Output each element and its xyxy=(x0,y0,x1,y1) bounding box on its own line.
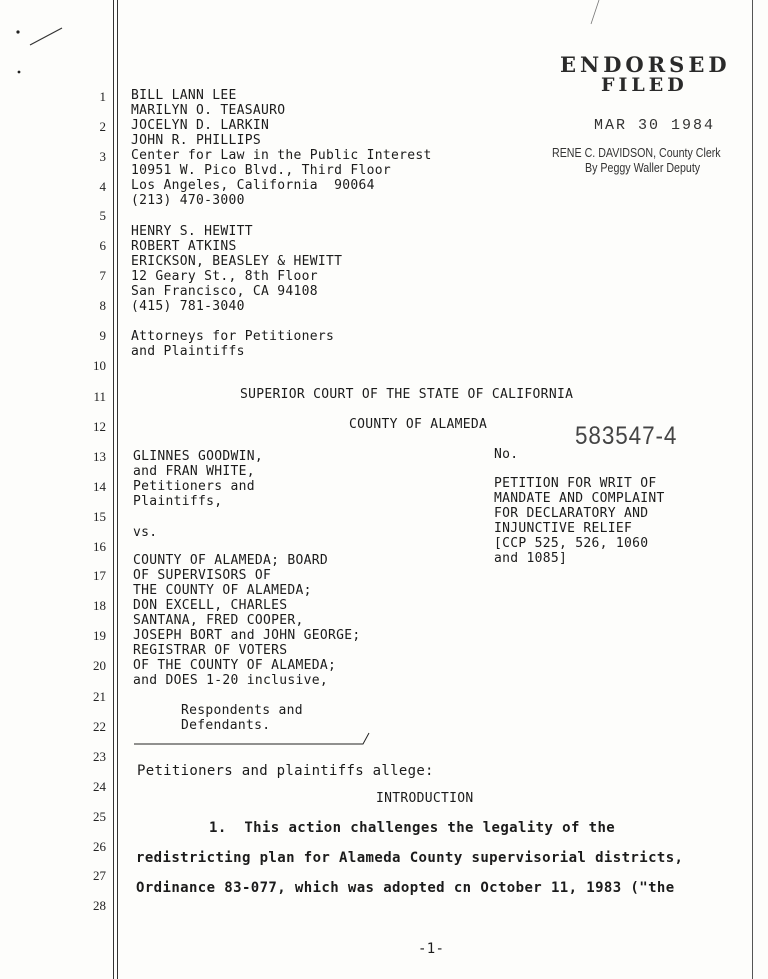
line-number: 11 xyxy=(93,389,106,404)
line-number: 13 xyxy=(93,449,106,464)
attorney-line: (415) 781-3040 xyxy=(131,299,245,314)
petitioner-line: and FRAN WHITE, xyxy=(133,464,255,479)
line-number: 2 xyxy=(99,119,106,134)
respondent-line: DON EXCELL, CHARLES xyxy=(133,598,288,613)
attorneys-for-line: and Plaintiffs xyxy=(131,344,245,359)
petitioner-line: Plaintiffs, xyxy=(133,494,223,509)
line-number: 9 xyxy=(99,328,106,343)
stamp-clerk: RENE C. DAVIDSON, County Clerk xyxy=(552,145,721,160)
line-number: 19 xyxy=(93,628,106,643)
attorney-line: MARILYN O. TEASAURO xyxy=(131,103,286,118)
petition-title-line: [CCP 525, 526, 1060 xyxy=(494,536,649,551)
line-number: 10 xyxy=(93,358,106,373)
respondent-line: THE COUNTY OF ALAMEDA; xyxy=(133,583,312,598)
respondent-line: OF SUPERVISORS OF xyxy=(133,568,272,583)
line-number: 22 xyxy=(93,719,106,734)
line-number: 18 xyxy=(93,598,106,613)
line-number: 4 xyxy=(99,179,106,194)
petition-title-line: and 1085] xyxy=(494,551,568,566)
line-number: 8 xyxy=(99,298,106,313)
line-number: 1 xyxy=(99,89,106,104)
allege-line: Petitioners and plaintiffs allege: xyxy=(137,763,434,779)
page-number: -1- xyxy=(418,941,445,957)
top-slash-mark xyxy=(585,0,605,30)
line-number: 27 xyxy=(93,868,106,883)
petition-title-line: FOR DECLARATORY AND xyxy=(494,506,649,521)
petitioner-line: Petitioners and xyxy=(133,479,255,494)
line-number: 28 xyxy=(93,898,106,913)
left-margin-rule-inner xyxy=(117,0,118,979)
attorney-line: 12 Geary St., 8th Floor xyxy=(131,269,318,284)
line-number: 7 xyxy=(99,268,106,283)
right-margin-rule xyxy=(752,0,753,979)
left-margin-rule-outer xyxy=(113,0,114,979)
line-number: 24 xyxy=(93,779,106,794)
petitioner-line: GLINNES GOODWIN, xyxy=(133,449,264,464)
line-number: 23 xyxy=(93,749,106,764)
line-number: 15 xyxy=(93,509,106,524)
petition-title-line: INJUNCTIVE RELIEF xyxy=(494,521,633,536)
attorney-line: ERICKSON, BEASLEY & HEWITT xyxy=(131,254,343,269)
attorney-line: JOHN R. PHILLIPS xyxy=(131,133,262,148)
respondent-line: COUNTY OF ALAMEDA; BOARD xyxy=(133,553,329,568)
respondent-line: JOSEPH BORT and JOHN GEORGE; xyxy=(133,628,361,643)
attorney-line: (213) 470-3000 xyxy=(131,193,245,208)
stamp-deputy: By Peggy Waller Deputy xyxy=(585,160,701,175)
paragraph-line: 1. This action challenges the legality of the xyxy=(209,820,616,836)
stamp-filed: FILED xyxy=(601,74,688,96)
line-number: 17 xyxy=(93,568,106,583)
line-number: 12 xyxy=(93,419,106,434)
case-number: 583547-4 xyxy=(575,422,678,450)
margin-scribble xyxy=(0,0,80,90)
line-number: 3 xyxy=(99,149,106,164)
respondents-role-line: Defendants. xyxy=(181,718,271,733)
versus: vs. xyxy=(133,525,158,540)
paragraph-line: Ordinance 83-077, which was adopted cn October 11, 1983 ("the xyxy=(136,880,675,896)
line-number: 6 xyxy=(99,238,106,253)
line-number: 16 xyxy=(93,539,106,554)
line-number: 20 xyxy=(93,658,106,673)
caption-underline xyxy=(133,730,373,748)
stamp-date: MAR 30 1984 xyxy=(594,117,716,134)
line-number: 14 xyxy=(93,479,106,494)
respondent-line: and DOES 1-20 inclusive, xyxy=(133,673,329,688)
line-number: 26 xyxy=(93,839,106,854)
attorney-line: 10951 W. Pico Blvd., Third Floor xyxy=(131,163,392,178)
court-county: COUNTY OF ALAMEDA xyxy=(349,417,488,432)
petition-title-line: MANDATE AND COMPLAINT xyxy=(494,491,665,506)
paragraph-line: redistricting plan for Alameda County supervisorial districts, xyxy=(136,850,684,866)
respondent-line: SANTANA, FRED COOPER, xyxy=(133,613,304,628)
line-number: 5 xyxy=(99,208,106,223)
court-name: SUPERIOR COURT OF THE STATE OF CALIFORNIA xyxy=(240,387,574,402)
attorney-line: Center for Law in the Public Interest xyxy=(131,148,432,163)
line-number: 21 xyxy=(93,689,106,704)
attorney-line: JOCELYN D. LARKIN xyxy=(131,118,270,133)
respondent-line: OF THE COUNTY OF ALAMEDA; xyxy=(133,658,337,673)
attorney-line: HENRY S. HEWITT xyxy=(131,224,253,239)
case-no-label: No. xyxy=(494,447,519,462)
respondent-line: REGISTRAR OF VOTERS xyxy=(133,643,288,658)
attorney-line: ROBERT ATKINS xyxy=(131,239,237,254)
attorney-line: BILL LANN LEE xyxy=(131,88,237,103)
respondents-role-line: Respondents and xyxy=(181,703,303,718)
petition-title-line: PETITION FOR WRIT OF xyxy=(494,476,657,491)
attorneys-for-line: Attorneys for Petitioners xyxy=(131,329,335,344)
attorney-line: San Francisco, CA 94108 xyxy=(131,284,318,299)
attorney-line: Los Angeles, California 90064 xyxy=(131,178,375,193)
stamp-endorsed: ENDORSED xyxy=(560,52,731,77)
line-number: 25 xyxy=(93,809,106,824)
section-heading: INTRODUCTION xyxy=(376,791,474,806)
